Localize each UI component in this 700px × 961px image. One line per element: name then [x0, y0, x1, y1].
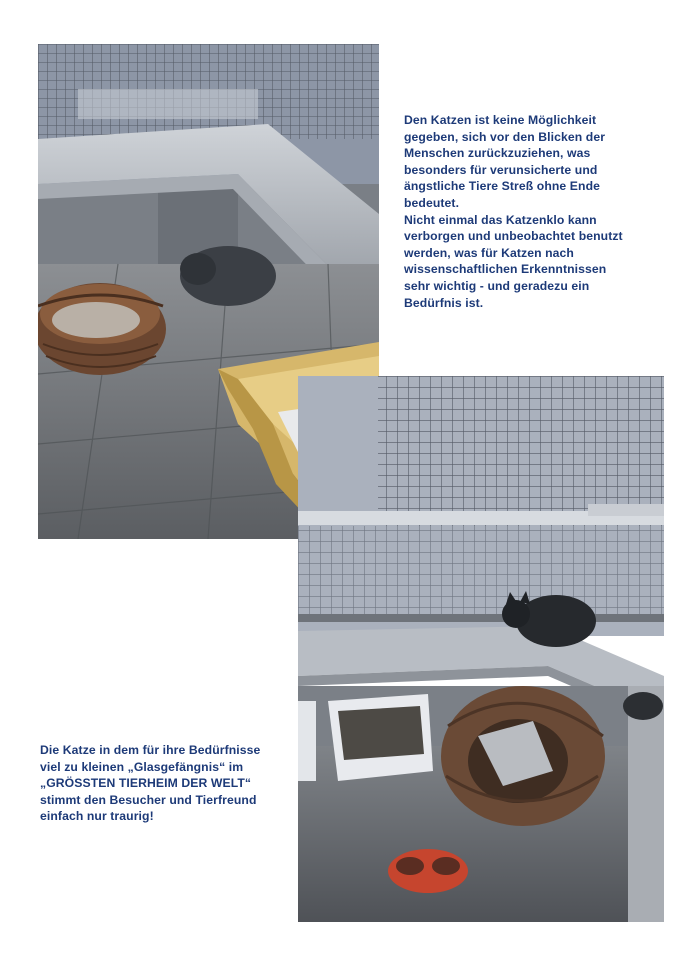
paragraph-top — [404, 112, 696, 311]
paragraph-line: stimmt den Besucher und Tierfreund — [40, 792, 257, 807]
paragraph-line: ängstliche Tiere Streß ohne Ende — [404, 179, 600, 194]
paragraph-line: Bedürfnis ist. — [404, 295, 484, 310]
paragraph-line: wissenschaftlichen Erkenntnissen — [404, 262, 607, 277]
paragraph-line: gegeben, sich vor den Blicken der — [404, 129, 606, 144]
paragraph-bottom — [40, 742, 296, 825]
glass-cage-photo-bottom — [298, 376, 664, 922]
paragraph-line: besonders für verunsicherte und — [404, 162, 598, 177]
paragraph-line: verborgen und unbeobachtet benutzt — [404, 229, 623, 244]
paragraph-line: „GRÖSSTEN TIERHEIM DER WELT“ — [40, 776, 252, 791]
paragraph-line: einfach nur traurig! — [40, 809, 154, 824]
paragraph-line: Menschen zurückzuziehen, was — [404, 146, 591, 161]
paragraph-line: bedeutet. — [404, 195, 460, 210]
paragraph-line: sehr wichtig - und geradezu ein — [404, 278, 590, 293]
paragraph-line: viel zu kleinen „Glasgefängnis“ im — [40, 759, 244, 774]
cat-glass-cage-photo-icon — [298, 376, 664, 922]
paragraph-line: Den Katzen ist keine Möglichkeit — [404, 113, 597, 127]
paragraph-line: werden, was für Katzen nach — [404, 245, 574, 260]
paragraph-line: Die Katze in dem für ihre Bedürfnisse — [40, 743, 261, 757]
paragraph-line: Nicht einmal das Katzenklo kann — [404, 212, 597, 227]
